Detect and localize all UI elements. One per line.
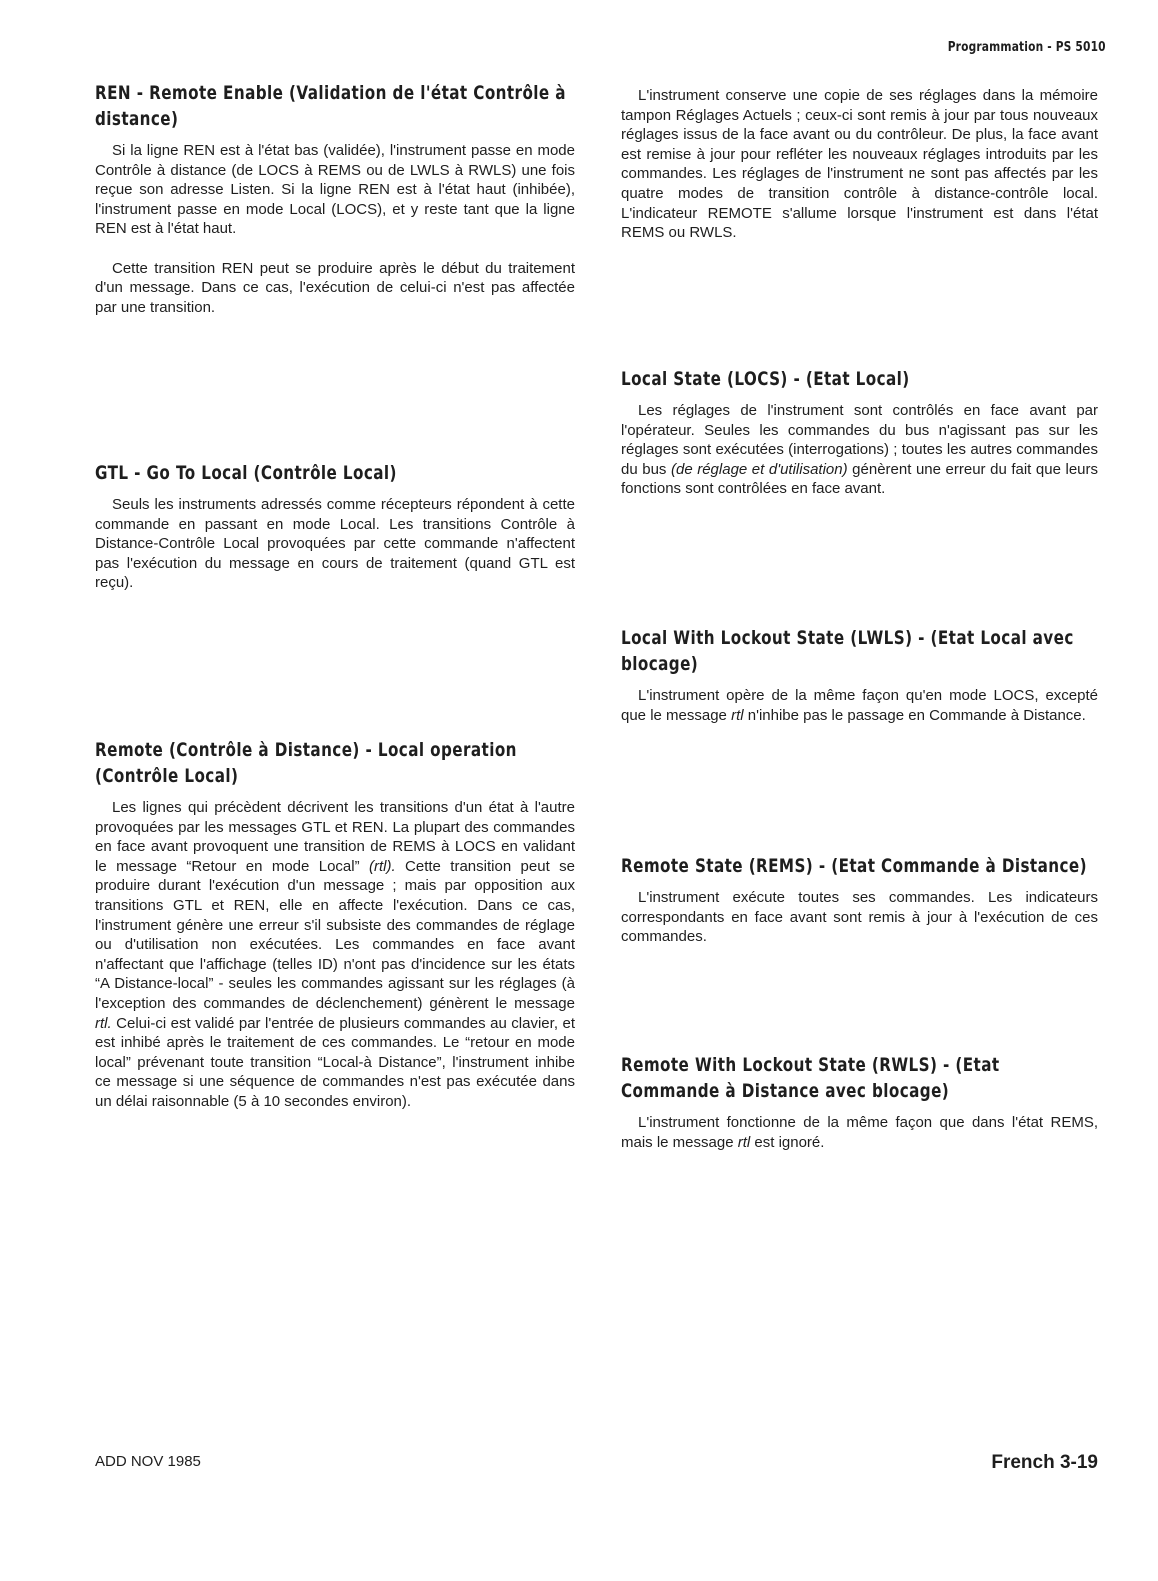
rtl-term: rtl. <box>95 1014 112 1032</box>
rtl-term: rtl <box>731 706 744 724</box>
section-remote-local <box>95 737 575 1112</box>
text-run: Les lignes qui précèdent décrivent les transitions d'un état à l'autre provoquées par les messages GTL et REN. La plupart des commandes en face avant provoquent une transition de REMS à LOCS en validant le message “Retour en mode Local” <box>95 799 575 875</box>
section-rems <box>621 853 1098 947</box>
running-header: Programmation - PS 5010 <box>947 40 1106 55</box>
section-locs <box>621 366 1098 499</box>
heading-rems: Remote State (REMS) - (Etat Commande à Distance) <box>621 855 1087 877</box>
text-run: Les réglages de l'instrument sont contrôlés en face avant par l'opérateur. Seules les commandes du bus n'agissant pas sur les réglages sont exécutées (interrogations) ; toutes les autres commandes du bus <box>621 402 1098 478</box>
heading-ren: REN - Remote Enable (Validation de l'état Contrôle à distance) <box>95 82 566 130</box>
section-gtl <box>95 460 575 593</box>
rtl-term: rtl <box>737 1133 751 1151</box>
section-intro <box>621 86 1098 243</box>
page-number: French 3-19 <box>991 1452 1098 1473</box>
text-run: Celui-ci est validé par l'entrée de plusieurs commandes au clavier, et est inhibé après le traitement de ces commandes. Le “retour en mode local” prévenant toute transition “Local-à Distance”, l'instrument inhibe ce message si une séquence de commandes n'est pas exécutée dans un délai raisonnable (5 à 10 secondes environ). <box>95 1014 575 1110</box>
remote-local-paragraph-1 <box>95 798 575 1112</box>
heading-gtl: GTL - Go To Local (Contrôle Local) <box>95 462 397 484</box>
text-run: Cette transition peut se produire durant l'exécution d'un message ; mais par opposition aux transitions GTL et REN, elle en affecte l'exécution. Dans ce cas, l'instrument génère une erreur s'il subsiste des commandes de réglage ou d'utilisation non exécutées. Les commandes en face avant n'affectant que l'affichage (telles ID) n'ont pas d'incidence sur les états “A Distance-local” - seules les commandes agissant sur les réglages (à l'exception des commandes de déclenchement) génèrent le message <box>95 857 575 1012</box>
ren-paragraph-2: Cette transition REN peut se produire après le début du traitement d'un message. Dans ce cas, l'exécution de celui-ci n'est pas affectée par une transition. <box>95 259 575 316</box>
section-ren <box>95 80 575 317</box>
locs-paragraph-1 <box>621 401 1098 499</box>
text-run: L'instrument opère de la même façon qu'en mode LOCS, excepté que le message <box>621 687 1098 724</box>
text-run: L'instrument fonctionne de la même façon que dans l'état REMS, mais le message <box>621 1114 1098 1151</box>
rwls-paragraph-1 <box>621 1113 1098 1152</box>
gtl-paragraph-1: Seuls les instruments adressés comme récepteurs répondent à cette commande en passant en mode Local. Les transitions Contrôle à Distance-Contrôle Local provoquées par cette commande n'affectent pas l'exécution du message en cours de traitement (quand GTL est reçu). <box>95 496 575 592</box>
section-lwls <box>621 625 1098 725</box>
intro-paragraph-1: L'instrument conserve une copie de ses réglages dans la mémoire tampon Réglages Actuels ; ceux-ci sont remis à jour par tous nouveaux réglages issus de la face avant ou du contrôleur. De plus, la face avant est remise à jour pour refléter les nouveaux réglages introduits par les commandes. Les réglages de l'instrument ne sont pas affectés par les quatre modes de transition contrôle à distance-contrôle local. L'indicateur REMOTE s'allume lorsque l'instrument est dans l'état REMS ou RWLS. <box>621 87 1098 242</box>
heading-rwls: Remote With Lockout State (RWLS) - (Etat Commande à Distance avec blocage) <box>621 1054 1000 1102</box>
lwls-paragraph-1 <box>621 686 1098 725</box>
text-run: n'inhibe pas le passage en Commande à Distance. <box>743 706 1086 724</box>
text-run: génèrent une erreur du fait que leurs fonctions sont contrôlées en face avant. <box>621 460 1098 498</box>
footer-date: ADD NOV 1985 <box>95 1453 201 1470</box>
text-run: est ignoré. <box>750 1133 825 1151</box>
heading-remote-local: Remote (Contrôle à Distance) - Local operation (Contrôle Local) <box>95 739 517 787</box>
heading-locs: Local State (LOCS) - (Etat Local) <box>621 368 910 390</box>
heading-lwls: Local With Lockout State (LWLS) - (Etat Local avec blocage) <box>621 627 1074 675</box>
emphasis: (de réglage et d'utilisation) <box>670 460 848 478</box>
ren-paragraph-1: Si la ligne REN est à l'état bas (validée), l'instrument passe en mode Contrôle à distance (de LOCS à REMS ou de LWLS à RWLS) une fois reçue son adresse Listen. Si la ligne REN est à l'état haut (inhibée), l'instrument passe en mode Local (LOCS), et y reste tant que la ligne REN est à l'état haut. <box>95 142 575 238</box>
section-rwls <box>621 1052 1098 1152</box>
rtl-term: (rtl). <box>369 857 396 875</box>
rems-paragraph-1: L'instrument exécute toutes ses commandes. Les indicateurs correspondants en face avant sont remis à jour à l'exécution de ces commandes. <box>621 889 1098 946</box>
